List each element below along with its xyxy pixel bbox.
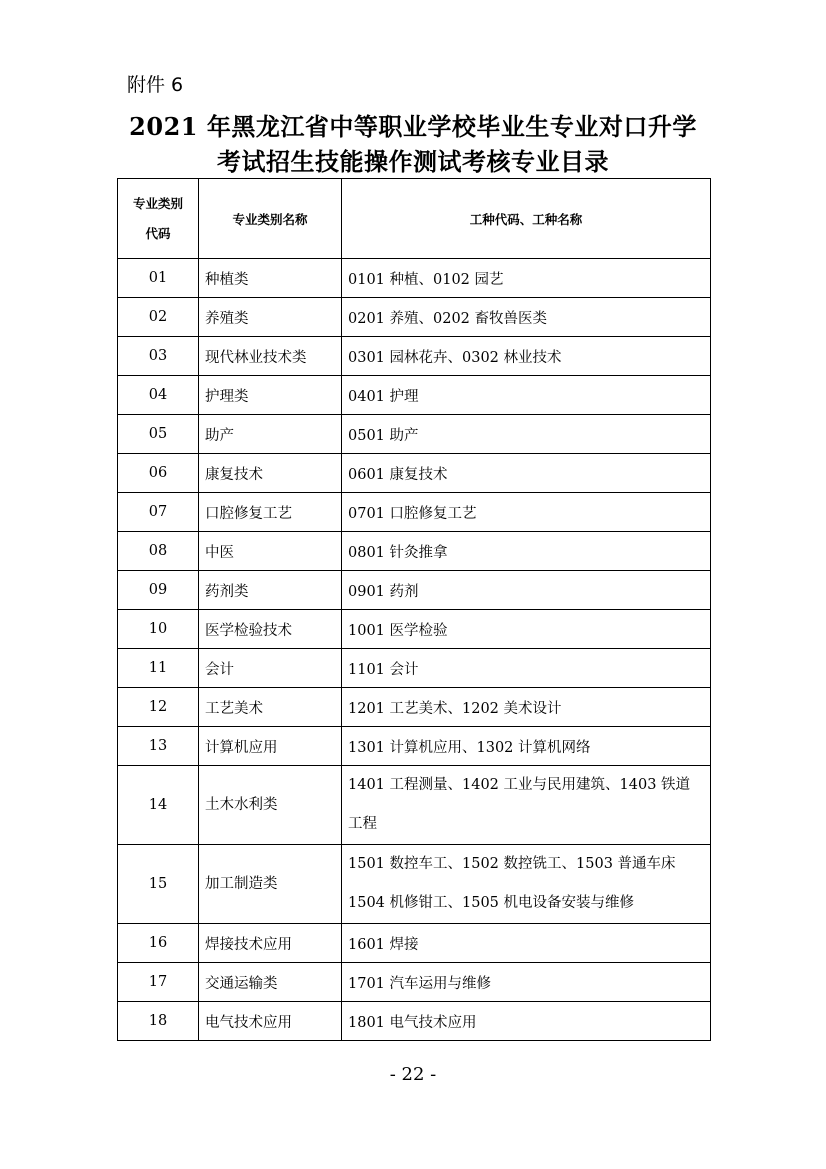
header-category-code — [118, 179, 199, 259]
job-codes-cell: 0101 种植、0102 园艺 — [342, 259, 711, 298]
table-row — [118, 337, 711, 376]
table-row — [118, 571, 711, 610]
category-name-cell: 药剂类 — [199, 571, 342, 610]
category-name-cell: 中医 — [199, 532, 342, 571]
category-name-cell: 护理类 — [199, 376, 342, 415]
category-code-cell: 06 — [118, 454, 199, 493]
job-codes-cell: 1401 工程测量、1402 工业与民用建筑、1403 铁道工程 — [342, 766, 711, 845]
job-codes-cell: 1301 计算机应用、1302 计算机网络 — [342, 727, 711, 766]
job-codes-cell: 1601 焊接 — [342, 924, 711, 963]
header-category-code-line-1: 专业类别 — [132, 195, 183, 211]
category-name-cell: 加工制造类 — [199, 845, 342, 924]
category-name-cell: 口腔修复工艺 — [199, 493, 342, 532]
category-name-cell: 焊接技术应用 — [199, 924, 342, 963]
category-code-cell: 16 — [118, 924, 199, 963]
category-code-cell: 10 — [118, 610, 199, 649]
category-name-cell: 种植类 — [199, 259, 342, 298]
category-code-cell: 17 — [118, 963, 199, 1002]
category-code-cell: 18 — [118, 1002, 199, 1041]
job-codes-cell: 1501 数控车工、1502 数控铣工、1503 普通车床 1504 机修钳工、1505 机电设备安装与维修 — [342, 845, 711, 924]
job-codes-cell: 0501 助产 — [342, 415, 711, 454]
table-row — [118, 454, 711, 493]
category-name-cell: 工艺美术 — [199, 688, 342, 727]
table-row — [118, 298, 711, 337]
document-title-line-1: 2021 年黑龙江省中等职业学校毕业生专业对口升学 — [129, 112, 697, 141]
table-row — [118, 259, 711, 298]
catalog-table — [117, 178, 711, 1041]
category-code-cell: 12 — [118, 688, 199, 727]
category-code-cell: 11 — [118, 649, 199, 688]
table-row — [118, 649, 711, 688]
category-code-cell: 04 — [118, 376, 199, 415]
job-codes-cell: 0701 口腔修复工艺 — [342, 493, 711, 532]
category-code-cell: 15 — [118, 845, 199, 924]
table-row — [118, 532, 711, 571]
category-name-cell: 医学检验技术 — [199, 610, 342, 649]
table-row — [118, 376, 711, 415]
category-name-cell: 养殖类 — [199, 298, 342, 337]
category-name-cell: 交通运输类 — [199, 963, 342, 1002]
category-name-cell: 康复技术 — [199, 454, 342, 493]
category-name-cell: 电气技术应用 — [199, 1002, 342, 1041]
attachment-label: 附件 6 — [127, 74, 184, 96]
table-row — [118, 727, 711, 766]
table-row — [118, 766, 711, 845]
category-code-cell: 09 — [118, 571, 199, 610]
job-codes-cell: 0201 养殖、0202 畜牧兽医类 — [342, 298, 711, 337]
table-row — [118, 963, 711, 1002]
job-codes-cell: 0401 护理 — [342, 376, 711, 415]
job-codes-cell: 1801 电气技术应用 — [342, 1002, 711, 1041]
category-code-cell: 02 — [118, 298, 199, 337]
category-code-cell: 03 — [118, 337, 199, 376]
job-codes-cell: 0901 药剂 — [342, 571, 711, 610]
page-number: - 22 - — [389, 1064, 437, 1085]
job-codes-cell: 1701 汽车运用与维修 — [342, 963, 711, 1002]
table-row — [118, 415, 711, 454]
job-codes-cell: 1201 工艺美术、1202 美术设计 — [342, 688, 711, 727]
category-code-cell: 01 — [118, 259, 199, 298]
category-name-cell: 会计 — [199, 649, 342, 688]
table-row — [118, 1002, 711, 1041]
table-row — [118, 688, 711, 727]
job-codes-cell: 0601 康复技术 — [342, 454, 711, 493]
job-codes-cell: 0301 园林花卉、0302 林业技术 — [342, 337, 711, 376]
table-body — [118, 259, 711, 1041]
header-category-name: 专业类别名称 — [199, 179, 342, 259]
category-name-cell: 现代林业技术类 — [199, 337, 342, 376]
table-row — [118, 610, 711, 649]
category-name-cell: 计算机应用 — [199, 727, 342, 766]
table-header-row — [118, 179, 711, 259]
job-codes-cell: 1001 医学检验 — [342, 610, 711, 649]
header-job-codes: 工种代码、工种名称 — [342, 179, 711, 259]
category-code-cell: 07 — [118, 493, 199, 532]
job-codes-cell: 1101 会计 — [342, 649, 711, 688]
category-name-cell: 助产 — [199, 415, 342, 454]
document-title-line-2: 考试招生技能操作测试考核专业目录 — [217, 147, 609, 176]
category-code-cell: 05 — [118, 415, 199, 454]
category-code-cell: 08 — [118, 532, 199, 571]
category-code-cell: 14 — [118, 766, 199, 845]
job-codes-cell: 0801 针灸推拿 — [342, 532, 711, 571]
category-name-cell: 土木水利类 — [199, 766, 342, 845]
table-row — [118, 924, 711, 963]
table-row — [118, 845, 711, 924]
table-row — [118, 493, 711, 532]
category-code-cell: 13 — [118, 727, 199, 766]
header-category-code-line-2: 代码 — [145, 225, 171, 241]
